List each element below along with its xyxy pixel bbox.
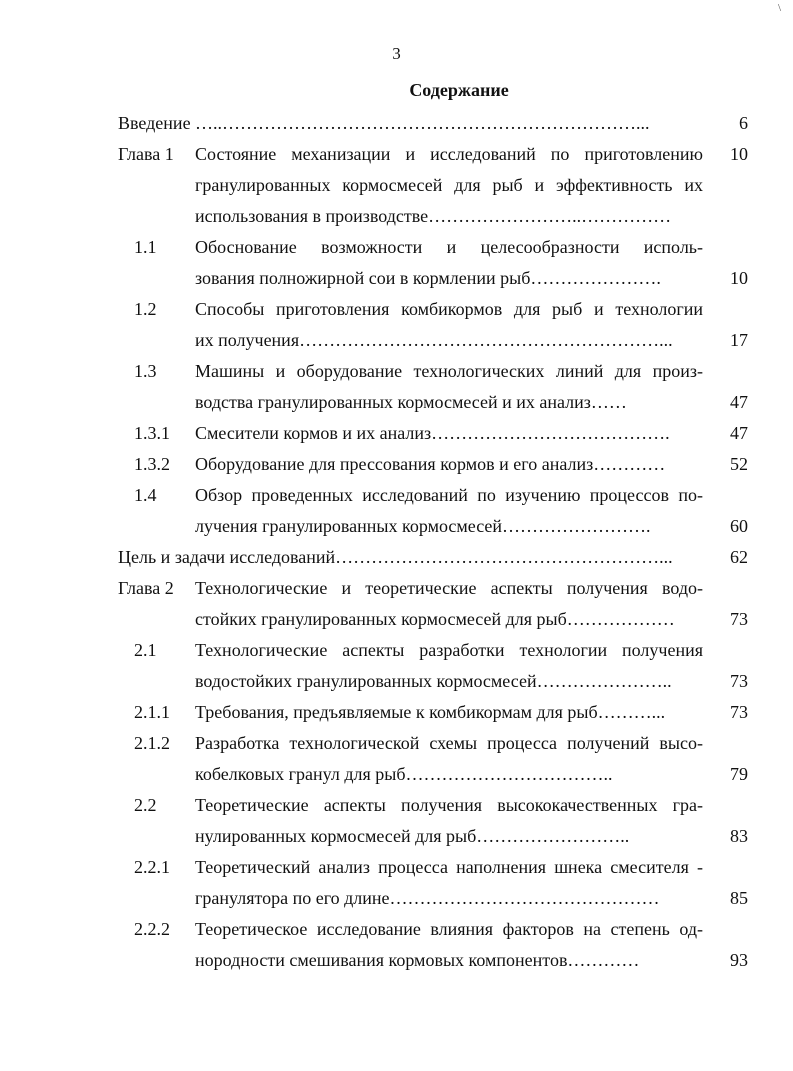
toc-entry-text: Машины и оборудование технологических линий для произ- [195, 361, 703, 381]
toc-entry-text: Цель и задачи исследований………………………………………………... [118, 547, 673, 567]
toc-entry [0, 232, 793, 294]
toc-entry-line [0, 449, 793, 480]
toc-entry-number: 2.2 [134, 795, 157, 815]
toc-entry-text: Обоснование возможности и целесообразности исполь- [195, 237, 703, 257]
toc-entry-text: Состояние механизации и исследований по приготовлению [195, 144, 703, 164]
toc-entry-line [0, 759, 793, 790]
toc-entry-text: водостойких гранулированных кормосмесей………………….. [195, 671, 672, 691]
toc-entry-number: Глава 2 [118, 578, 174, 598]
toc-entry-line [0, 573, 793, 604]
toc-entry-page: 60 [730, 516, 748, 536]
toc-entry [0, 108, 793, 139]
toc-entry-page: 17 [730, 330, 748, 350]
toc-entry-line [0, 604, 793, 635]
toc-entry-text: Технологические аспекты разработки технологии получения [195, 640, 703, 660]
toc-entry-text: Обзор проведенных исследований по изучению процессов по- [195, 485, 703, 505]
toc-entry-line [0, 170, 793, 201]
toc-entry-line [0, 356, 793, 387]
toc-entry-text: Разработка технологической схемы процесса получений высо- [195, 733, 703, 753]
toc-entry-line [0, 511, 793, 542]
toc-entry-number: 1.3.1 [134, 423, 170, 443]
toc-entry-line [0, 697, 793, 728]
toc-entry-line [0, 232, 793, 263]
toc-entry-text: Введение …..……………………………………………………………... [118, 113, 650, 133]
toc-entry [0, 635, 793, 697]
toc-entry-text: кобелковых гранул для рыб…………………………….. [195, 764, 613, 784]
toc-entry-text: Требования, предъявляемые к комбикормам для рыб………... [195, 702, 666, 722]
toc-entry-line [0, 387, 793, 418]
toc-entry-page: 10 [730, 268, 748, 288]
toc-entry [0, 480, 793, 542]
toc-entry [0, 418, 793, 449]
table-of-contents [0, 108, 793, 976]
toc-entry-line [0, 418, 793, 449]
toc-entry-text: зования полножирной сои в кормлении рыб…………………. [195, 268, 661, 288]
toc-entry-number: 1.3 [134, 361, 157, 381]
toc-entry-text: Теоретические аспекты получения высококачественных гра- [195, 795, 703, 815]
toc-entry-page: 79 [730, 764, 748, 784]
toc-entry-number: 1.1 [134, 237, 157, 257]
toc-entry-line [0, 294, 793, 325]
toc-entry-number: 2.1 [134, 640, 157, 660]
scan-corner-mark: \ [778, 2, 782, 14]
page-number: 3 [392, 44, 401, 63]
toc-entry-page: 47 [730, 392, 748, 412]
toc-entry-text: гранулированных кормосмесей для рыб и эффективность их [195, 175, 703, 195]
toc-entry-line [0, 852, 793, 883]
toc-entry-text: нородности смешивания кормовых компонентов………… [195, 950, 640, 970]
toc-entry-line [0, 480, 793, 511]
page-title: Содержание [409, 80, 509, 100]
toc-entry [0, 449, 793, 480]
toc-entry-line [0, 666, 793, 697]
toc-entry-text: Теоретическое исследование влияния факторов на степень од- [195, 919, 703, 939]
toc-entry-text: нулированных кормосмесей для рыб…………………….. [195, 826, 630, 846]
toc-entry [0, 542, 793, 573]
toc-entry-text: Способы приготовления комбикормов для рыб и технологии [195, 299, 703, 319]
toc-entry-text: Смесители кормов и их анализ…………………………………. [195, 423, 670, 443]
toc-entry-text: использования в производстве……………………..…………… [195, 206, 672, 226]
toc-entry-line [0, 790, 793, 821]
toc-entry-text: водства гранулированных кормосмесей и их анализ…… [195, 392, 627, 412]
toc-entry-line [0, 325, 793, 356]
toc-entry-line [0, 139, 793, 170]
toc-entry-page: 47 [730, 423, 748, 443]
toc-entry-line [0, 542, 793, 573]
toc-entry-number: 2.2.2 [134, 919, 170, 939]
toc-entry-number: 1.2 [134, 299, 157, 319]
toc-entry-number: 1.4 [134, 485, 157, 505]
toc-entry-page: 6 [739, 113, 748, 133]
toc-entry-line [0, 635, 793, 666]
toc-entry-page: 10 [730, 144, 748, 164]
toc-entry-text: гранулятора по его длине……………………………………… [195, 888, 660, 908]
toc-entry [0, 294, 793, 356]
toc-entry-number: Глава 1 [118, 144, 174, 164]
toc-entry-text: Теоретический анализ процесса наполнения шнека смесителя - [195, 857, 703, 877]
toc-entry-page: 62 [730, 547, 748, 567]
toc-entry-page: 83 [730, 826, 748, 846]
toc-entry-text: Оборудование для прессования кормов и его анализ………… [195, 454, 666, 474]
toc-entry-line [0, 914, 793, 945]
toc-entry-text: Технологические и теоретические аспекты получения водо- [195, 578, 703, 598]
toc-entry-line [0, 728, 793, 759]
toc-entry-line [0, 201, 793, 232]
toc-entry [0, 790, 793, 852]
toc-entry-number: 2.1.1 [134, 702, 170, 722]
toc-entry-line [0, 945, 793, 976]
toc-entry-page: 52 [730, 454, 748, 474]
toc-entry-page: 73 [730, 702, 748, 722]
toc-entry [0, 728, 793, 790]
toc-entry-line [0, 883, 793, 914]
toc-entry [0, 356, 793, 418]
toc-entry [0, 914, 793, 976]
toc-entry-number: 2.2.1 [134, 857, 170, 877]
toc-entry-text: лучения гранулированных кормосмесей……………………. [195, 516, 651, 536]
toc-entry-line [0, 821, 793, 852]
toc-entry-line [0, 108, 793, 139]
toc-entry [0, 139, 793, 232]
toc-entry [0, 573, 793, 635]
toc-entry-number: 1.3.2 [134, 454, 170, 474]
toc-entry-text: стойких гранулированных кормосмесей для рыб……………… [195, 609, 675, 629]
toc-entry-text: их получения……………………………………………………... [195, 330, 673, 350]
toc-entry-page: 85 [730, 888, 748, 908]
toc-entry-page: 73 [730, 609, 748, 629]
toc-entry [0, 852, 793, 914]
toc-entry-page: 73 [730, 671, 748, 691]
toc-entry [0, 697, 793, 728]
toc-entry-number: 2.1.2 [134, 733, 170, 753]
toc-entry-page: 93 [730, 950, 748, 970]
toc-entry-line [0, 263, 793, 294]
